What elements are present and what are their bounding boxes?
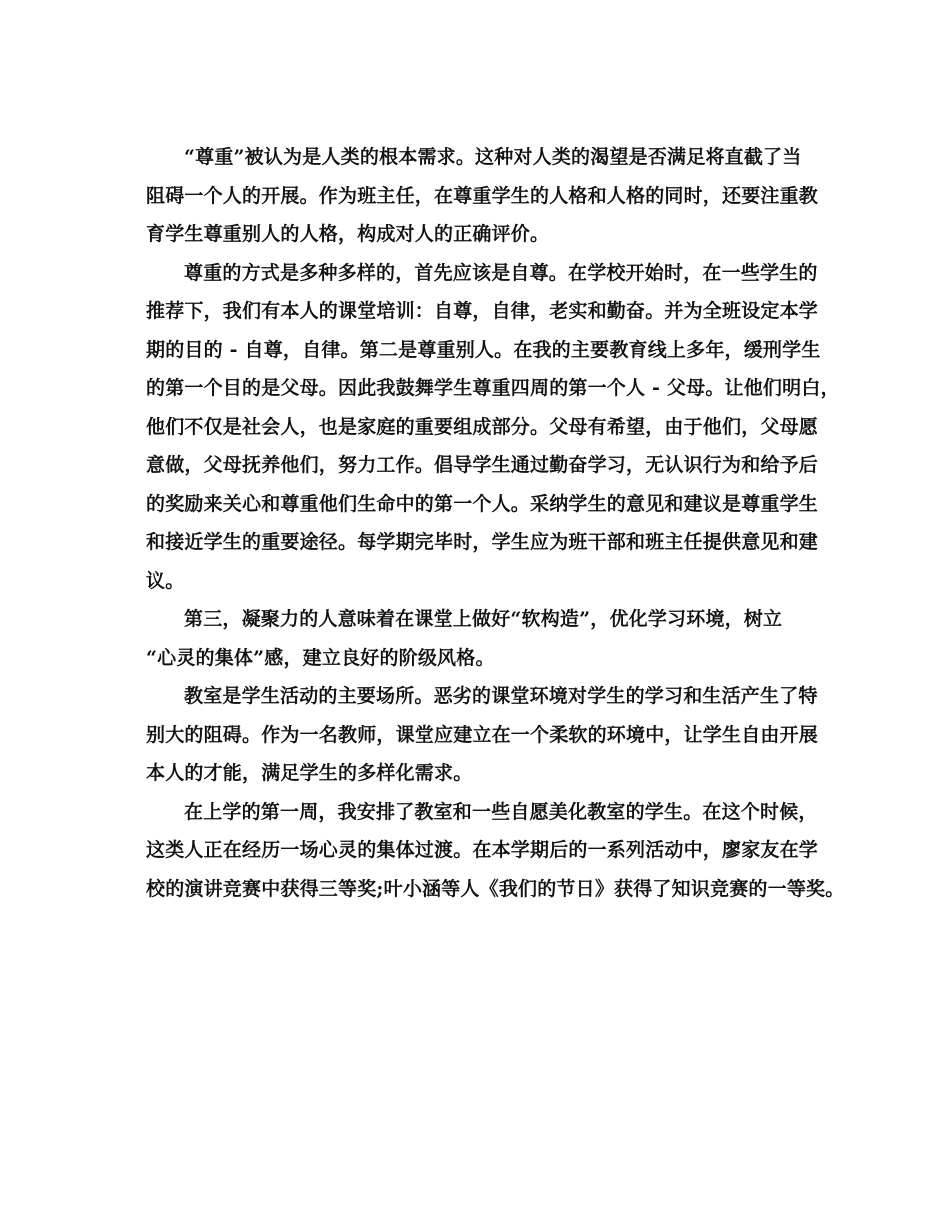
paragraph-1 (146, 138, 826, 254)
text-line: 的奖励来关心和尊重他们生命中的第一个人。采纳学生的意见和建议是尊重学生 (146, 492, 819, 515)
paragraph-2 (146, 254, 840, 601)
text-line: 和接近学生的重要途径。每学期完毕时，学生应为班干部和班主任提供意见和建 (146, 531, 819, 553)
text-line: 意做，父母抚养他们，努力工作。倡导学生通过勤奋学习，无认识行为和给予后 (146, 454, 819, 476)
text-line: 本人的才能，满足学生的多样化需求。 (146, 762, 473, 784)
paragraph-4 (146, 677, 826, 793)
text-line: 别大的阻碍。作为一名教师，课堂应建立在一个柔软的环境中，让学生自由开展 (146, 723, 819, 746)
text-line: “心灵的集体”感，建立良好的阶级风格。 (146, 646, 495, 669)
text-line: 阻碍一个人的开展。作为班主任，在尊重学生的人格和人格的同时，还要注重教 (146, 184, 819, 207)
text-line: 教室是学生活动的主要场所。恶劣的课堂环境对学生的学习和生活产生了特 (184, 685, 818, 707)
text-line: 在上学的第一周，我安排了教室和一些自愿美化教室的学生。在这个时候， (184, 800, 818, 823)
paragraph-3 (146, 600, 826, 677)
text-line: “尊重”被认为是人类的根本需求。这种对人类的渴望是否满足将直截了当 (184, 146, 802, 168)
text-line: 这类人正在经历一场心灵的集体过渡。在本学期后的一系列活动中，廖家友在学 (146, 839, 819, 861)
text-line: 他们不仅是社会人，也是家庭的重要组成部分。父母有希望，由于他们，父母愿 (146, 415, 819, 438)
text-line: 期的目的 - 自尊，自律。第二是尊重别人。在我的主要教育线上多年，缓刑学生 (146, 338, 821, 361)
text-line: 第三，凝聚力的人意味着在课堂上做好“软构造”，优化学习环境，树立 (184, 608, 783, 630)
document-body (146, 138, 845, 908)
text-line: 尊重的方式是多种多样的，首先应该是自尊。在学校开始时，在一些学生的 (184, 261, 818, 284)
text-line: 议。 (146, 569, 185, 592)
text-line: 推荐下，我们有本人的课堂培训：自尊，自律，老实和勤奋。并为全班设定本学 (146, 300, 819, 322)
text-line: 校的演讲竞赛中获得三等奖;叶小涵等人《我们的节日》获得了知识竞赛的一等奖。 (146, 877, 845, 900)
paragraph-5 (146, 793, 845, 909)
text-line: 育学生尊重别人的人格，构成对人的正确评价。 (146, 223, 550, 245)
text-line: 的第一个目的是父母。因此我鼓舞学生尊重四周的第一个人 - 父母。让他们明白， (146, 377, 840, 399)
